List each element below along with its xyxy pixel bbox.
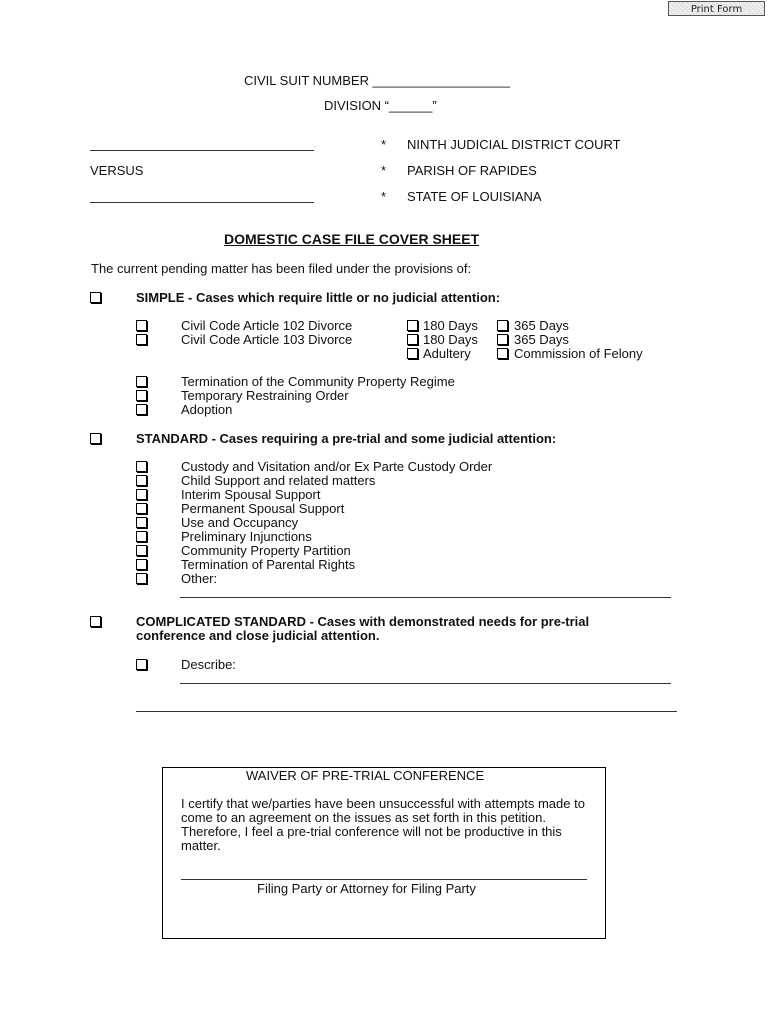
standard-item-label: Custody and Visitation and/or Ex Parte Custody Order <box>181 459 493 474</box>
art102-checkbox[interactable] <box>136 320 147 331</box>
art103-180-checkbox[interactable] <box>407 334 418 345</box>
art102-label: Civil Code Article 102 Divorce <box>181 318 353 333</box>
signature-label: Filing Party or Attorney for Filing Party <box>257 881 476 896</box>
versus-label: VERSUS <box>90 163 144 178</box>
parish-name: PARISH OF RAPIDES <box>407 163 537 178</box>
plaintiff-line[interactable] <box>90 150 314 151</box>
simple-item-label: Adoption <box>181 402 233 417</box>
simple-item-checkbox[interactable] <box>136 376 147 387</box>
simple-item-checkbox[interactable] <box>136 390 147 401</box>
page-title: DOMESTIC CASE FILE COVER SHEET <box>224 231 480 247</box>
art103-label: Civil Code Article 103 Divorce <box>181 332 353 347</box>
art103-checkbox[interactable] <box>136 334 147 345</box>
art102-365-label: 365 Days <box>514 318 569 333</box>
art102-180-checkbox[interactable] <box>407 320 418 331</box>
simple-heading: SIMPLE - Cases which require little or no judicial attention: <box>136 290 501 305</box>
asterisk-3: * <box>381 189 387 204</box>
felony-checkbox[interactable] <box>497 348 508 359</box>
standard-item-label: Interim Spousal Support <box>181 487 321 502</box>
complicated-heading-line2: conference and close judicial attention. <box>136 628 380 643</box>
adultery-checkbox[interactable] <box>407 348 418 359</box>
standard-item-label: Community Property Partition <box>181 543 351 558</box>
state-name: STATE OF LOUISIANA <box>407 189 542 204</box>
waiver-body: I certify that we/parties have been unsuccessful with attempts made to come to an agreement on the issues as set forth in this petition. Therefore, I feel a pre-trial conference will not be productive in this matter. <box>181 796 585 853</box>
civil-suit-number: CIVIL SUIT NUMBER ___________________ <box>244 73 510 88</box>
standard-item-checkbox[interactable] <box>136 489 147 500</box>
waiver-box <box>162 767 606 939</box>
other-line[interactable] <box>180 597 671 598</box>
asterisk-2: * <box>381 163 387 178</box>
defendant-line[interactable] <box>90 202 314 203</box>
print-form-button[interactable]: Print Form <box>668 1 765 16</box>
adultery-label: Adultery <box>423 346 471 361</box>
standard-item-checkbox[interactable] <box>136 461 147 472</box>
art103-180-label: 180 Days <box>423 332 478 347</box>
felony-label: Commission of Felony <box>514 346 643 361</box>
art103-365-label: 365 Days <box>514 332 569 347</box>
standard-item-checkbox[interactable] <box>136 545 147 556</box>
standard-item-checkbox[interactable] <box>136 531 147 542</box>
signature-line[interactable] <box>181 879 587 880</box>
standard-item-label: Termination of Parental Rights <box>181 557 356 572</box>
art103-365-checkbox[interactable] <box>497 334 508 345</box>
court-name: NINTH JUDICIAL DISTRICT COURT <box>407 137 621 152</box>
describe-checkbox[interactable] <box>136 659 147 670</box>
standard-item-checkbox[interactable] <box>136 475 147 486</box>
standard-item-label: Preliminary Injunctions <box>181 529 312 544</box>
standard-item-label: Use and Occupancy <box>181 515 299 530</box>
standard-item-label: Child Support and related matters <box>181 473 376 488</box>
standard-item-checkbox[interactable] <box>136 503 147 514</box>
division: DIVISION “______” <box>324 98 437 113</box>
simple-checkbox[interactable] <box>90 292 101 303</box>
art102-180-label: 180 Days <box>423 318 478 333</box>
complicated-checkbox[interactable] <box>90 616 101 627</box>
standard-other-checkbox[interactable] <box>136 573 147 584</box>
simple-item-label: Termination of the Community Property Regime <box>181 374 455 389</box>
standard-item-checkbox[interactable] <box>136 559 147 570</box>
simple-item-label: Temporary Restraining Order <box>181 388 349 403</box>
intro-text: The current pending matter has been filed under the provisions of: <box>91 261 472 276</box>
waiver-title: WAIVER OF PRE-TRIAL CONFERENCE <box>246 768 485 783</box>
asterisk-1: * <box>381 137 387 152</box>
describe-line-2[interactable] <box>136 711 677 712</box>
standard-heading: STANDARD - Cases requiring a pre-trial and some judicial attention: <box>136 431 557 446</box>
standard-item-label: Permanent Spousal Support <box>181 501 345 516</box>
standard-other-label: Other: <box>181 571 218 586</box>
describe-line-1[interactable] <box>180 683 671 684</box>
complicated-heading-line1: COMPLICATED STANDARD - Cases with demonstrated needs for pre-trial <box>136 614 590 629</box>
simple-item-checkbox[interactable] <box>136 404 147 415</box>
art102-365-checkbox[interactable] <box>497 320 508 331</box>
standard-checkbox[interactable] <box>90 433 101 444</box>
standard-item-checkbox[interactable] <box>136 517 147 528</box>
describe-label: Describe: <box>181 657 236 672</box>
